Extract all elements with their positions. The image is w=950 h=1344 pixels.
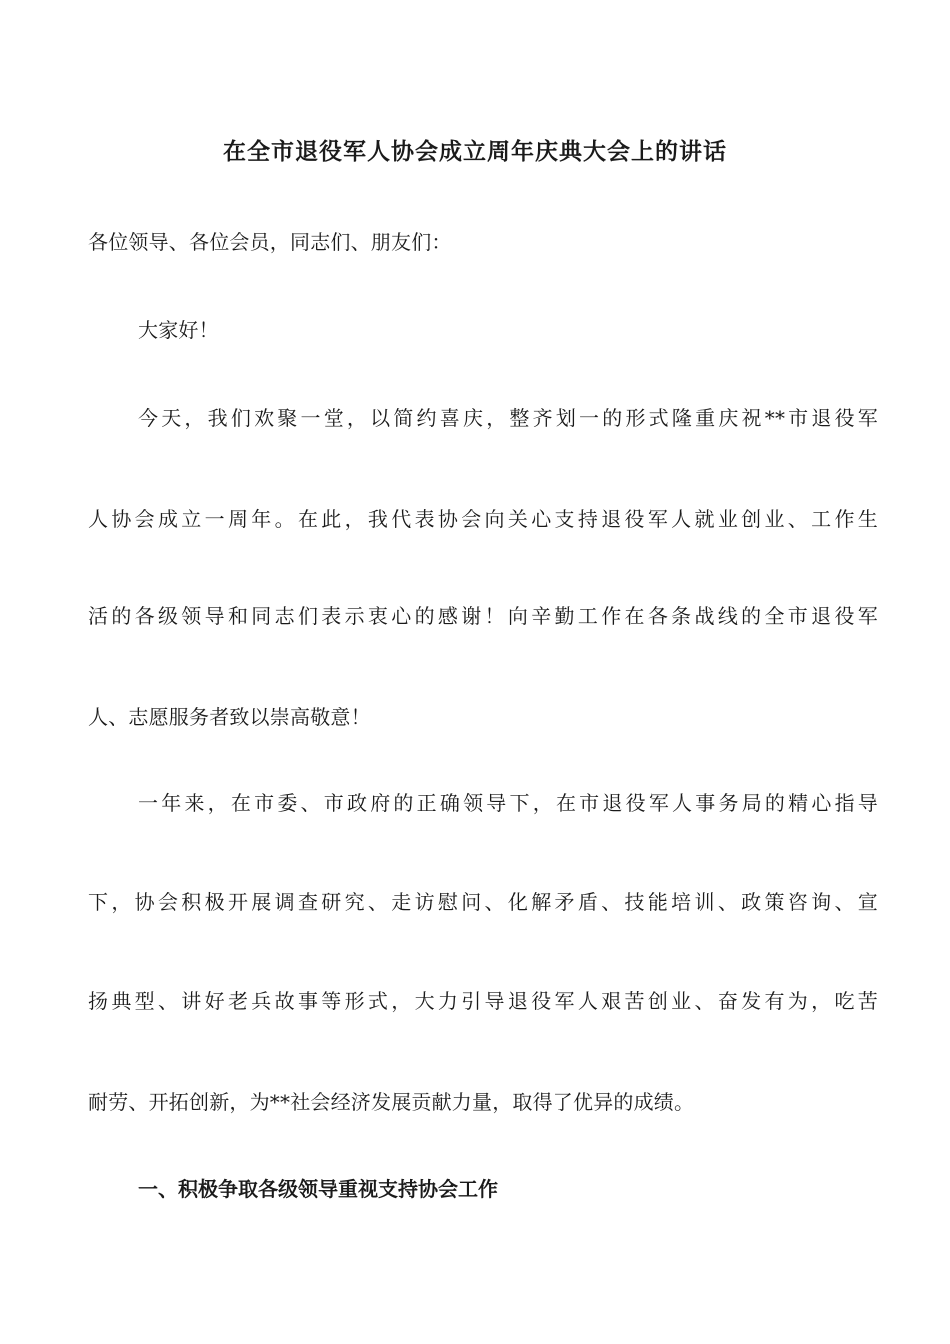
paragraph2-line: 耐劳、开拓创新，为**社会经济发展贡献力量，取得了优异的成绩。 [88, 1090, 695, 1114]
document-title: 在全市退役军人协会成立周年庆典大会上的讲话 [223, 139, 727, 165]
salutation: 各位领导、各位会员，同志们、朋友们： [88, 230, 452, 254]
paragraph2-line: 下，协会积极开展调查研究、走访慰问、化解矛盾、技能培训、政策咨询、宣 [88, 890, 878, 914]
paragraph2-line: 一年来，在市委、市政府的正确领导下，在市退役军人事务局的精心指导 [138, 791, 878, 815]
greeting: 大家好！ [138, 318, 219, 342]
paragraph1-line: 人、志愿服务者致以崇高敬意！ [88, 705, 371, 729]
paragraph1-line: 今天，我们欢聚一堂，以简约喜庆，整齐划一的形式隆重庆祝**市退役军 [138, 406, 878, 430]
paragraph1-line: 人协会成立一周年。在此，我代表协会向关心支持退役军人就业创业、工作生 [88, 507, 878, 531]
paragraph1-line: 活的各级领导和同志们表示衷心的感谢！向辛勤工作在各条战线的全市退役军 [88, 604, 878, 628]
paragraph2-line: 扬典型、讲好老兵故事等形式，大力引导退役军人艰苦创业、奋发有为，吃苦 [88, 989, 878, 1013]
section-heading: 一、积极争取各级领导重视支持协会工作 [138, 1177, 498, 1201]
